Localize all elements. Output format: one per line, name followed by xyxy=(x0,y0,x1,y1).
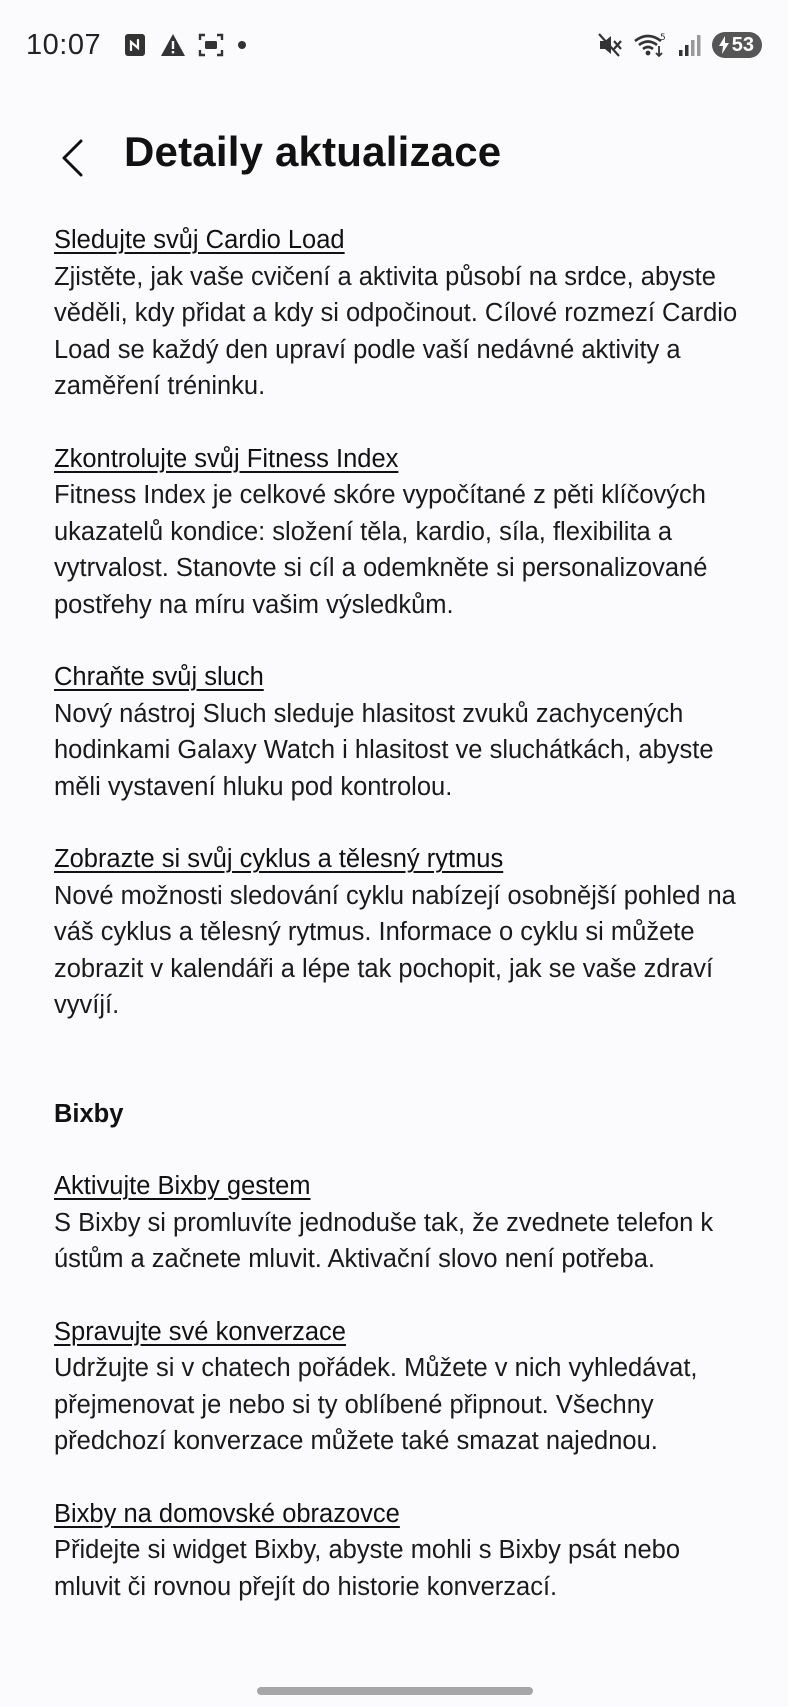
header xyxy=(0,118,788,198)
status-bar xyxy=(0,0,788,90)
feature-title[interactable]: Zobrazte si svůj cyklus a tělesný rytmus xyxy=(54,845,504,873)
page-title: Detaily aktualizace xyxy=(124,128,502,175)
feature-title[interactable]: Spravujte své konverzace xyxy=(54,1317,346,1346)
status-right xyxy=(596,31,762,59)
feature-description: Fitness Index je celkové skóre vypočítané z pěti klíčových ukazatelů kondice: složení těla, kardio, síla, flexibilita a vytrvalost. Stanovte si cíl a odemkněte si personalizované postřehy na míru vašim výsledkům. xyxy=(54,481,708,619)
feature-item xyxy=(54,222,748,405)
feature-description: Přidejte si widget Bixby, abyste mohli s Bixby psát nebo mluvit či rovnou přejít do historie konverzací. xyxy=(54,1536,680,1601)
nfc-icon xyxy=(121,31,149,59)
home-indicator[interactable] xyxy=(257,1687,533,1695)
status-time: 10:07 xyxy=(26,28,102,61)
update-details-content[interactable] xyxy=(54,222,748,1641)
feature-title[interactable]: Sledujte svůj Cardio Load xyxy=(54,226,345,254)
wifi-label: 5 xyxy=(659,33,666,43)
feature-item xyxy=(54,1168,748,1278)
feature-item xyxy=(54,1314,748,1460)
chevron-left-icon xyxy=(59,138,85,178)
feature-item xyxy=(54,659,748,805)
feature-description: Zjistěte, jak vaše cvičení a aktivita působí na srdce, abyste věděli, kdy přidat a kdy si odpočinout. Cílové rozmezí Cardio Load se každý den upraví podle vaší nedávné aktivity a zaměření tréninku. xyxy=(54,262,738,400)
feature-description: S Bixby si promluvíte jednoduše tak, že zvednete telefon k ústům a začnete mluvit. Aktivační slovo není potřeba. xyxy=(54,1208,714,1273)
alert-icon xyxy=(159,31,187,59)
signal-icon xyxy=(676,31,704,59)
screenshot-icon xyxy=(197,31,225,59)
feature-description: Nový nástroj Sluch sleduje hlasitost zvuků zachycených hodinkami Galaxy Watch i hlasitost ve sluchátkách, abyste měli vystavení hluku pod kontrolou. xyxy=(54,699,714,801)
battery-charging-icon xyxy=(712,32,762,58)
feature-title[interactable]: Zkontrolujte svůj Fitness Index xyxy=(54,444,399,473)
feature-title[interactable]: Chraňte svůj sluch xyxy=(54,663,264,691)
feature-description: Udržujte si v chatech pořádek. Můžete v nich vyhledávat, přejmenovat je nebo si ty oblíbené připnout. Všechny předchozí konverzace můžete také smazat najednou. xyxy=(54,1354,698,1455)
back-button[interactable] xyxy=(50,136,94,180)
dot-icon xyxy=(235,31,249,59)
feature-item xyxy=(54,1496,748,1606)
battery-level: 53 xyxy=(731,33,754,56)
feature-item xyxy=(54,841,748,1024)
section-heading-bixby: Bixby xyxy=(54,1099,124,1128)
wifi-icon xyxy=(632,31,668,59)
mute-icon xyxy=(596,31,624,59)
feature-title[interactable]: Aktivujte Bixby gestem xyxy=(54,1172,311,1200)
feature-description: Nové možnosti sledování cyklu nabízejí osobnější pohled na váš cyklus a tělesný rytmus. Informace o cyklu si můžete zobrazit v kalendáři a lépe tak pochopit, jak se vaše zdraví vyvíjí. xyxy=(54,881,736,1019)
status-left xyxy=(26,29,249,62)
feature-item xyxy=(54,441,748,624)
feature-title[interactable]: Bixby na domovské obrazovce xyxy=(54,1499,400,1528)
